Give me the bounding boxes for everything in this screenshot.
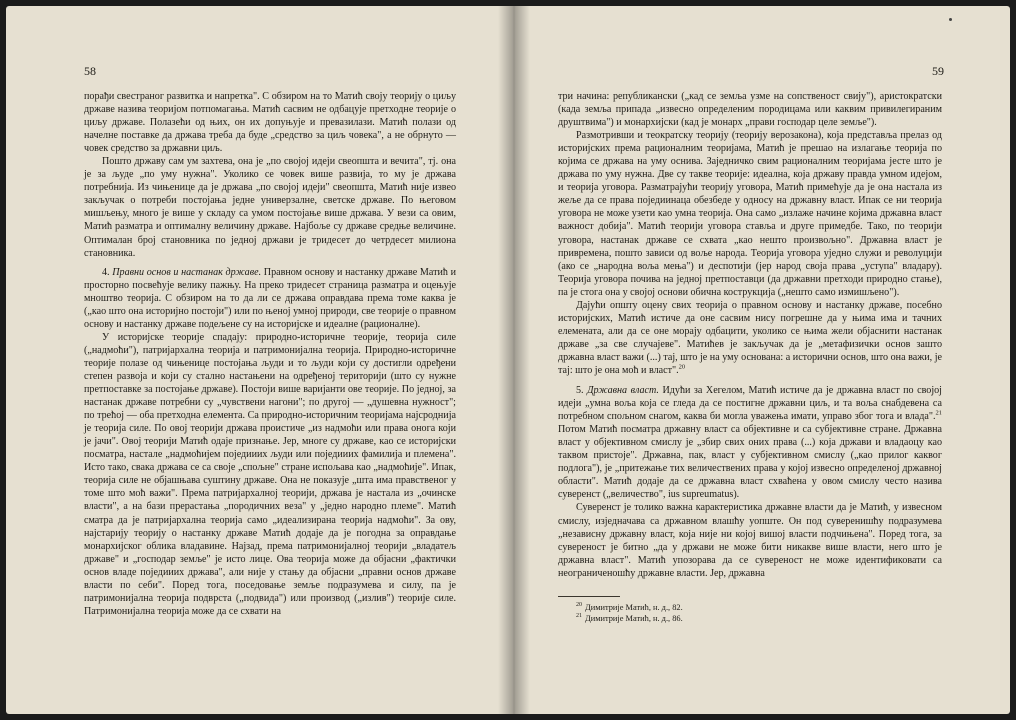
paragraph: Пошто државу сам ум захтева, она је „по својој идеји свеопшта и вечита", тј. она је за људе „по уму нужна". Уколико се човек више развија, то му је држава потребнија. Из чињенице да је држава „по својој идеји" свеопшта, Матић није извео закључак о потреби постојања једне универзалне, светске државе. По његовом мишљењу, много је више у складу са умом постојање више држава. У вези са овим, Матић разматра и оптималну величину државе. Најбоље су државе средње величине. Оптималан број становника по једној држави је тридесет до четрдесет милиона становника. <box>84 156 456 259</box>
paragraph: три начина: републикански („кад се земља узме на сопственост свију"), аристократски (када земља припада „извесно определеним породицама или каквим привилегираним друштвима") и монархијски (кад је монарх „прави господар целе земље"). <box>558 91 942 129</box>
section-title: Државна власт. <box>587 385 659 397</box>
section-5-paragraph <box>558 384 942 501</box>
right-page-body <box>558 90 942 624</box>
section-number: 4. <box>102 266 113 278</box>
left-page-body <box>84 90 456 618</box>
page-number-right: 59 <box>932 64 944 78</box>
footnote-number: 20 <box>576 601 582 608</box>
paragraph: Суверенст је толико важна карактеристика државне власти да је Матић, у извесном смислу, изједначава са државном влашћу уопште. Он под суверенишћу подразумева „независну државну власт, која није ни којој вишој власти подчињена". Поред тога, за сувереност је битно „да у држави не може бити никакве више власти, него што је државна власт". Матић упозорава да се сувереност не може идентификовати са неограниченошћу државне власти. Јер, државна <box>558 502 942 579</box>
paragraph: У историјске теорије спадају: природно-историчне теорије, теорија силе („надмоћи"), патријархална теорија и патримонијална теорија. Природно-историчне теорије полазе од чињенице постојања људи и то људи који су достигли одређени степен развоја и који су стално настањени на одређеној територији (што су нужне претпоставке за постојање државе). Постоји више варијанти ове теорије. По једној, за настанак државе потребни су „чувствени нагони"; по другој — „душевна нужност"; по трећој — оба претходна елемента. Са природно-историчним теоријама најсроднија је теорија силе. По овој теорији држава проистиче „из надмоћи или права онога који је јачи". Овој теорији Матић одаје признање. Јер, многе су државе, као се историјски посматра, настале „надмоћијем поједииих људи или поједииих фамилија и племена". Исто тако, свака држава се са своје „спољне" стране испољава као „надмоћије". Ипак, теорија силе не објашњава суштину државе. Она не показује „шта има правственог у томе што моћ важи". Према патријархалној теорији, држава је настала из „очинске власти", а на бази прерастања „породичних веза" у „једно народно племе". Матић сматра да је патријархална теорија само „идеализирана теорија надмоћи". За ову, најстарију теорију о настанку државе Матић додаје да је погодна за оправдање монархијског облика владавине. Најзад, према патримонијалној теорији „владатељ државе" и „господар земље" је исто лице. Ова теорија може да објасни „фактички основ владе поједииих држава", али није у стању да објасни „правни основ државе власти по себи". Поред тога, поседовање земље подразумева и силу, па је патримонијална теорија подврста („подвида") или производ („излив") теорије силе. Патримонијална теорија може да се схвати на <box>84 331 456 617</box>
footnote-ref: 21 <box>935 409 942 417</box>
footnote-text: Димитрије Матић, н. д., 82. <box>585 602 683 612</box>
paragraph: Размотривши и теократску теорију (теорију верозакона), која представља прелаз од историјских према рационалним теоријама, Матић је прешао на излагање теорија по којима се држава на уму оснива. Заједничко свим рационалним теоријама јесте што је држава по уму нужна. Две су такве теорије: идеална, која државу правда умном идејом, и теорија уговора. Разматрајући теорију уговора, Матић примећује да је она настала из жеље да се права поједиинаца обезбеде у односу на државну власт. Ипак се ни теорија уговора не може узети као умна теорија. Она само „излаже начине којима државна власт важност добија". Матић теорији уговора ставља и друге примедбе. Тако, по теорији уговора, настанак државе се схвата „као нешто произвољно". Државна власт је привремена, пошто зависи од воље народа. Теорија уговора уједно служи и револуцији (ако се „народна воља мења") и деспотији (јер народ своја права „уступа" владару). Теорија уговора почива на једној претпоставци (да државни претходи природно стање), па је стога она у својој основи обична кострукција („нешто само измишљено"). <box>558 130 942 298</box>
paragraph-text: Дајући општу оцену свих теорија о правном основу и настанку државе, посебно историјских, Матић истиче да оне сасвим нису погрешне да у њима има и тачних елемената, али да се оне морају одбацити, уколико се њима жели објаснити настанак државе „за све случајеве". Матићев је закључак да је „метафизички основ зашто државна власт важи (...) тај, што је на уму основана: а исторични основ, што она важи, је тај: што је она моћ и власт". <box>558 299 942 376</box>
right-page <box>514 6 1010 714</box>
footnote-number: 21 <box>576 612 582 619</box>
footnote-ref: 20 <box>678 363 686 371</box>
page-number-left: 58 <box>84 64 96 78</box>
paragraph: порађи свестраног развитка и напретка". С обзиром на то Матић своју теорију о циљу државе назива теоријом потпомагања. Матић сасвим не одбацује претходне теорије о циљу државе. Полазећи од њих, он их допуњује и превазилази. Матић полази од начелне поставке да држава треба да буде „средство за циљ човека", а не обрнуто — човек средство за државни циљ. <box>84 91 456 155</box>
section-title: Правни основ и настанак државе. <box>112 266 262 278</box>
paragraph <box>558 299 942 377</box>
left-page <box>6 6 514 714</box>
footnote <box>558 602 942 613</box>
footnote <box>558 613 942 624</box>
footnote-divider <box>558 596 620 597</box>
section-text-continued: Потом Матић посматра државну власт са објективне и са субјективне стране. Државна власт у објективном смислу је „збир свих оних права (...) која држави и владаоцу као таквом пристоје". Државна, пак, власт у субјективном смислу („као прилог каквог подлога"), је „притежање тих величествених права у којој извесно определеној државној области". Матић додаје да се државна власт схваћена у овом смислу често назива суверенст („величество", ius supreumatus). <box>558 424 942 501</box>
section-text: Идући за Хегелом, Матић истиче да је државна власт по својој идеји „умна воља која се гледа да се постигне државни циљ, и та воља снабдевена са потребном спољном снагом, каква би могла уважења имати, управо због тога и влада". <box>558 385 942 423</box>
print-speck <box>949 18 952 21</box>
footnote-text: Димитрије Матић, н. д., 86. <box>585 613 683 623</box>
section-number: 5. <box>576 385 588 397</box>
section-4-paragraph <box>84 266 456 331</box>
section-text: Правном основу и настанку државе Матић и просторно посвећује велику пажњу. На преко тридесет страница разматра и оцењује мноштво теорија. С обзиром на то да ли се држава оправдава према томе каква је („као што она историјно постоји") или по њеној умној природи, све теорије о правном основу и настанку државе подељене су на историјске и идеалне (рационалне). <box>84 266 456 330</box>
